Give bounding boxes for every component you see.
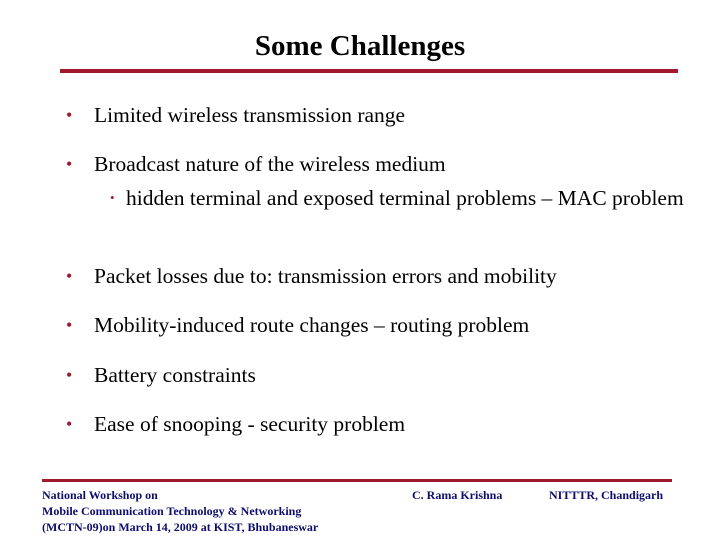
- bullet-text: Packet losses due to: transmission errors and mobility: [94, 264, 557, 288]
- bullet-dot-icon: •: [66, 315, 73, 335]
- bullet-dot-icon: •: [66, 105, 73, 125]
- slide-title: Some Challenges: [254, 30, 466, 62]
- bullet-text: Mobility-induced route changes – routing problem: [94, 313, 530, 337]
- footer-event-line: Mobile Communication Technology & Networking: [42, 504, 302, 518]
- bullet-dot-icon: •: [66, 365, 73, 385]
- bullet-dot-icon: •: [66, 266, 73, 286]
- footer-divider: [42, 479, 672, 482]
- bullet-dot-icon: •: [66, 414, 73, 434]
- bullet-dot-icon: •: [66, 154, 73, 174]
- footer-institute: NITTTR, Chandigarh: [549, 488, 664, 502]
- bullet-text: Battery constraints: [94, 363, 256, 387]
- sub-bullet-text: hidden terminal and exposed terminal problems – MAC problem: [126, 186, 684, 210]
- footer-event-line: (MCTN-09)on March 14, 2009 at KIST, Bhubaneswar: [42, 520, 319, 534]
- bullet-text: Ease of snooping - security problem: [94, 412, 406, 436]
- footer-event: [42, 487, 318, 535]
- footer-event-line: National Workshop on: [42, 488, 158, 502]
- bullet-text: Broadcast nature of the wireless medium: [94, 152, 446, 176]
- sub-bullet-dot-icon: •: [110, 190, 115, 205]
- title-divider: [60, 69, 678, 73]
- bullet-text: Limited wireless transmission range: [94, 103, 406, 127]
- footer-author: C. Rama Krishna: [412, 488, 503, 502]
